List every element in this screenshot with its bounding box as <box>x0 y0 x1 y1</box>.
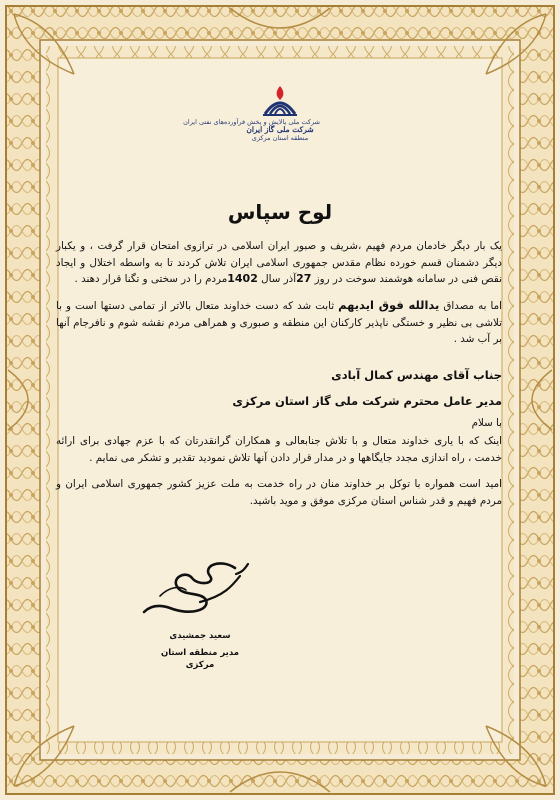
recipient-name: جناب آقای مهندس کمال آبادی <box>331 368 502 382</box>
page-title: لوح سپاس <box>227 200 333 224</box>
recipient-title: مدیر عامل محترم شرکت ملی گاز استان مرکزی <box>232 394 502 408</box>
paragraph-2 <box>56 297 502 348</box>
company-logo <box>183 84 320 170</box>
logo-line-1: شرکت ملی پالایش و پخش فرآورده‌های نفتی ایران <box>183 118 320 126</box>
signer-title: مدیر منطقه استان مرکزی <box>160 648 240 670</box>
paragraph-2-part-b: ثابت شد که دست خداوند متعال بالاتر از تمامی دستها است و با تلاشی بی نظیر و خستگی ناپذیر کارکنان این منطقه و صبوری و همراهی مردم نقشه شوم و نافرجام آنها بر آب شد . <box>56 300 502 345</box>
day-number: 27 <box>296 272 312 285</box>
signer-name: سعید جمشیدی <box>169 631 231 641</box>
year-number: 1402 <box>227 272 258 285</box>
logo-line-2: شرکت ملی گاز ایران <box>246 125 314 134</box>
paragraph-3: اینک که با یاری خداوند متعال و با تلاش جنابعالی و همکاران گرانقدرتان که با عزم جهادی برای ارائه خدمت ، راه اندازی مجدد جایگاهها و در مدار قرار دادن آنها تلاش نمودید تقدیر و تشکر می نمایم . <box>56 435 502 464</box>
paragraph-2-part-a: اما به مصداق <box>439 300 503 312</box>
paragraph-4: امید است همواره با توکل بر خداوند منان در راه خدمت به ملت عزیز کشور جمهوری اسلامی ایران و مردم فهیم و قدر شناس استان مرکزی موفق و موید باشید. <box>56 478 502 507</box>
greeting: با سلام <box>471 417 502 429</box>
quran-quote: یدالله فوق ایدیهم <box>338 298 440 312</box>
flame-logo-icon <box>261 84 299 118</box>
paragraph-1-part-b: آذر سال <box>257 273 297 285</box>
paragraph-1-part-a: یک بار دیگر خادمان مردم فهیم ،شریف و صبور ایران اسلامی در ترازوی امتحان قرار گرفت ، و یکبار دیگر دشمنان قسم خورده نظام مقدس جمهوری اسلامی ایران تلاش کردند تا به واسطه اختلال و ایجاد نقص فنی در سامانه هوشمند سوخت در روز <box>56 240 502 285</box>
paragraph-1-part-c: مردم را در سختی و تگنا قرار دهند . <box>74 273 228 285</box>
handwritten-signature <box>140 556 260 626</box>
paragraph-1 <box>56 238 502 288</box>
logo-line-3: منطقه استان مرکزی <box>251 134 309 142</box>
